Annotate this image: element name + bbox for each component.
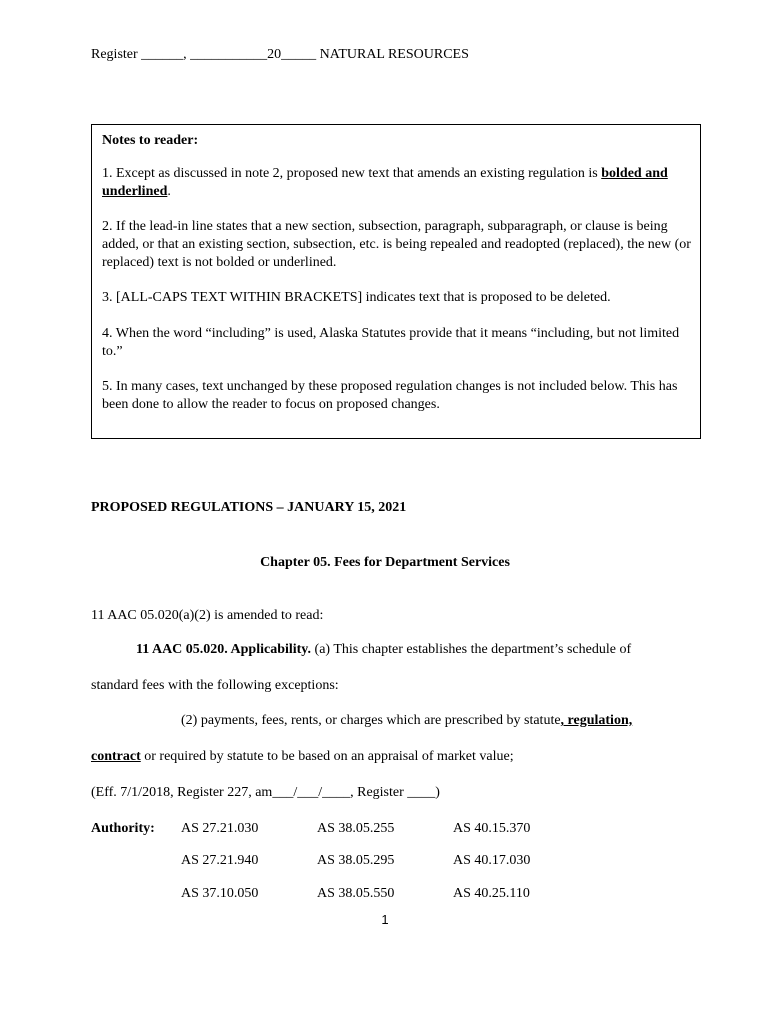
- note-1-end: .: [167, 184, 171, 199]
- authority-citation: AS 40.15.370: [453, 821, 531, 836]
- section-text: [136, 642, 631, 658]
- section-body: (a) This chapter establishes the department’s schedule of: [311, 642, 632, 657]
- amendment-lead-in: 11 AAC 05.020(a)(2) is amended to read:: [91, 608, 324, 623]
- authority-citation: AS 40.25.110: [453, 886, 530, 901]
- note-3: 3. [ALL-CAPS TEXT WITHIN BRACKETS] indicates text that is proposed to be deleted.: [102, 290, 611, 305]
- authority-label: Authority:: [91, 821, 155, 836]
- paragraph-body-end: or required by statute to be based on an appraisal of market value;: [140, 749, 514, 764]
- authority-citation: AS 38.05.550: [317, 886, 395, 901]
- paragraph-text: [181, 713, 632, 729]
- note-1-emphasis: bolded and underlined: [102, 166, 668, 199]
- proposed-regulations-title: PROPOSED REGULATIONS – JANUARY 15, 2021: [91, 500, 407, 515]
- authority-citation: AS 38.05.295: [317, 853, 395, 868]
- paragraph-added-word: contract: [91, 749, 141, 764]
- authority-citation: AS 40.17.030: [453, 853, 531, 868]
- authority-citation: AS 27.21.030: [181, 821, 259, 836]
- chapter-title: Chapter 05. Fees for Department Services: [260, 555, 510, 570]
- notes-title: Notes to reader:: [102, 133, 199, 148]
- page-header: Register ______, ___________20_____ NATURAL RESOURCES: [91, 47, 469, 62]
- section-heading: 11 AAC 05.020. Applicability.: [136, 642, 312, 657]
- note-2: 2. If the lead-in line states that a new section, subsection, paragraph, subparagraph, or clause is being added, or that an existing section, subsection, etc. is being repealed and readopted (replaced), the new (or replaced) text is not bolded or underlined.: [102, 219, 691, 270]
- note-1: [102, 165, 692, 201]
- section-continuation: standard fees with the following exceptions:: [91, 678, 339, 693]
- page-number: 1: [381, 912, 389, 927]
- authority-citation: AS 27.21.940: [181, 853, 259, 868]
- paragraph-continuation: [91, 749, 514, 765]
- paragraph-body: (2) payments, fees, rents, or charges which are prescribed by statute: [181, 713, 561, 728]
- paragraph-added-text: , regulation,: [560, 713, 633, 728]
- notes-to-reader-box: [91, 124, 701, 439]
- note-5: 5. In many cases, text unchanged by these proposed regulation changes is not included below. This has been done to allow the reader to focus on proposed changes.: [102, 379, 678, 412]
- history-note: (Eff. 7/1/2018, Register 227, am___/___/____, Register ____): [91, 785, 440, 800]
- authority-citation: AS 37.10.050: [181, 886, 259, 901]
- authority-citation: AS 38.05.255: [317, 821, 395, 836]
- note-4: 4. When the word “including” is used, Alaska Statutes provide that it means “including, but not limited to.”: [102, 326, 680, 359]
- note-1-text: 1. Except as discussed in note 2, proposed new text that amends an existing regulation is: [102, 166, 602, 181]
